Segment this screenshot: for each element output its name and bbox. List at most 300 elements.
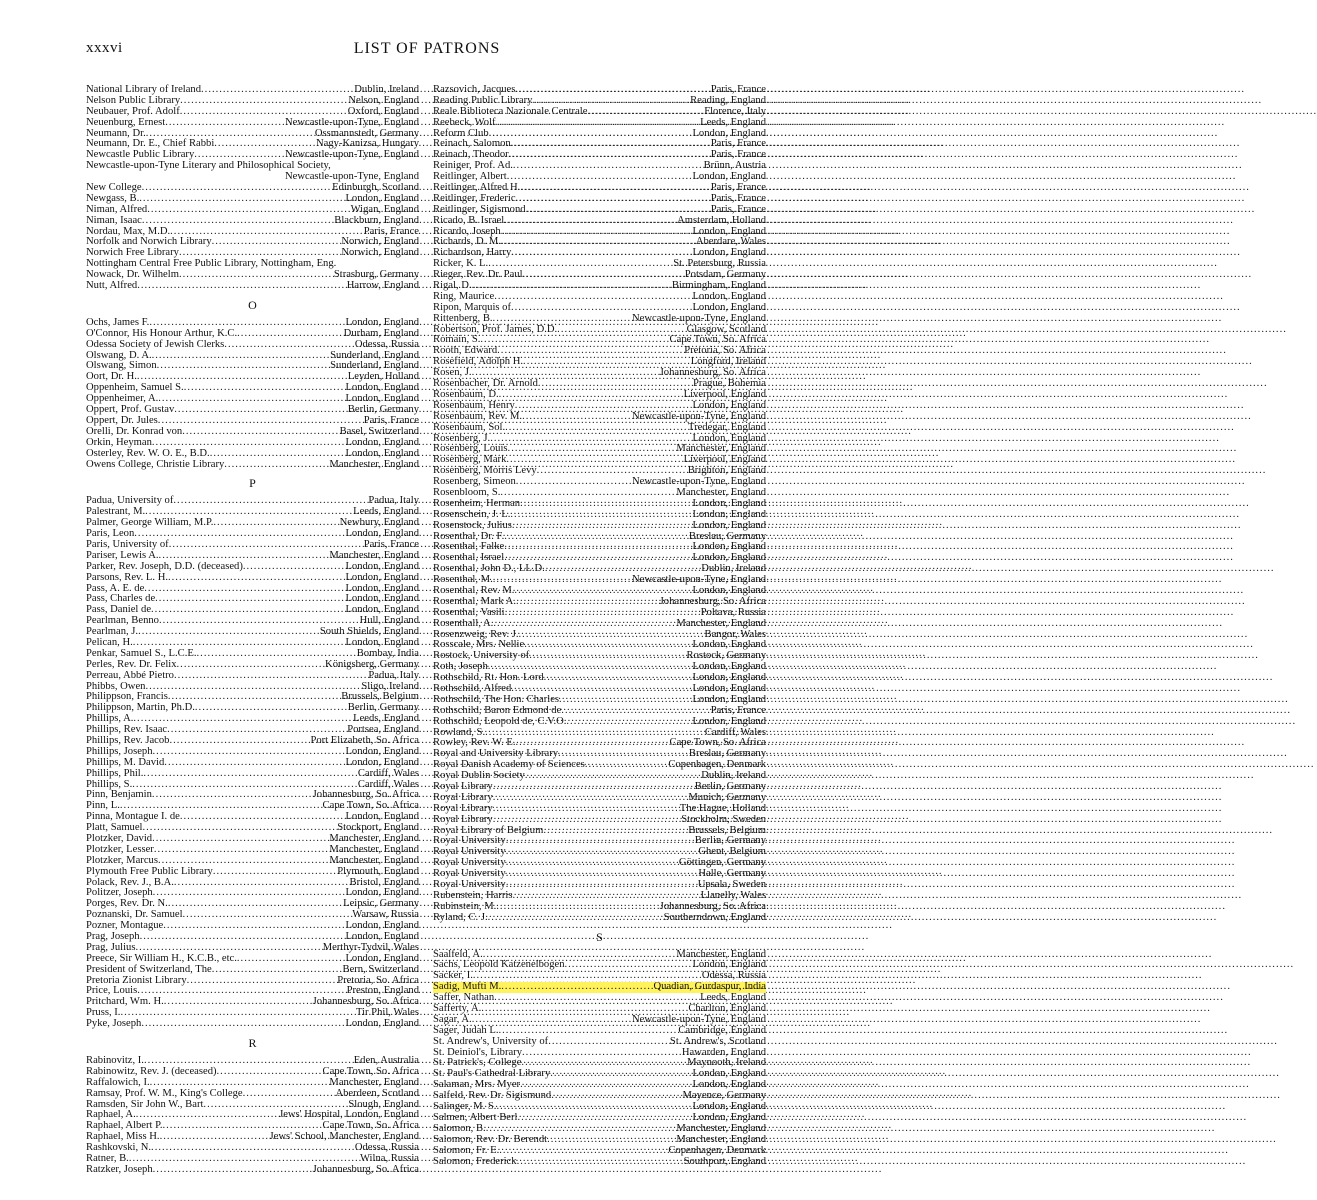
patron-name: Newgass, B. — [86, 192, 140, 204]
patron-name: Raphael, A. — [86, 1109, 136, 1121]
patron-name: Salmen, Albert Berl — [433, 1111, 518, 1123]
patron-place: Newcastle-upon-Tyne, England — [632, 574, 766, 586]
patron-name: Salomon, Rev. Dr. Berendt — [433, 1133, 548, 1145]
patron-place: Paris, France — [710, 138, 766, 150]
patron-name: Pass, A. E. de — [86, 582, 145, 594]
patron-name: Rieger, Rev. Dr. Paul — [433, 269, 523, 281]
patron-name: Prag, Joseph — [86, 931, 140, 943]
patron-place: Florence, Italy — [704, 105, 766, 117]
patron-entry — [433, 521, 766, 532]
patron-name: Pearlman, J. — [86, 626, 139, 638]
patron-place: Port Elizabeth, So. Africa — [310, 734, 419, 746]
patron-name: Rosscale, Mrs. Nellie — [433, 639, 525, 651]
patron-place: London, England — [345, 447, 419, 459]
patron-name: Pyke, Joseph — [86, 1018, 142, 1030]
patron-name: Phillips, Phil. — [86, 767, 144, 779]
patron-name: Royal Dublin Society — [433, 770, 525, 782]
patron-name: Ramsden, Sir John W., Bart — [86, 1098, 204, 1110]
patron-place: London, England — [692, 541, 766, 553]
patron-name: Rosenthal, John D., LL.D. — [433, 563, 545, 575]
patron-name: Rothschild, Baron Edmond de — [433, 704, 562, 716]
patron-name: Paris, University of — [86, 538, 169, 550]
patron-name: Ripon, Marquis of — [433, 301, 511, 313]
patron-entry — [433, 118, 766, 129]
patron-name: Rothschild, Rt. Hon. Lord — [433, 672, 544, 684]
patron-name: Prag, Julius — [86, 941, 136, 953]
patron-name: Rowley, Rev. W. E. — [433, 737, 516, 749]
patron-place: Berlin, Germany — [694, 781, 766, 792]
patron-entry — [86, 562, 419, 573]
patron-name: Royal University — [433, 846, 506, 858]
patron-place: Newcastle-upon-Tyne, England — [632, 1013, 766, 1025]
leader-dots — [174, 671, 368, 682]
patron-name: Rosenbaum, Rev. M. — [433, 410, 523, 422]
patron-entry — [86, 118, 419, 129]
patron-name: Plymouth Free Public Library — [86, 865, 213, 877]
patron-name: Royal University — [433, 857, 506, 869]
patron-place: Leeds, England — [353, 713, 419, 725]
patron-name: Saffer, Nathan — [433, 992, 495, 1004]
patron-place: Manchester, England — [676, 617, 766, 629]
patron-entry — [86, 281, 419, 292]
patron-name: Richardson, Harry — [433, 247, 512, 259]
patron-place: South Shields, England — [319, 626, 419, 638]
patron-place: Manchester, England — [329, 843, 419, 855]
leader-dots — [137, 281, 347, 292]
patron-name: Orelli, Dr. Konrad von — [86, 425, 183, 437]
patron-name: Porges, Rev. Dr. N. — [86, 898, 168, 910]
page-header — [0, 40, 854, 70]
patron-place: Cardiff, Wales — [357, 778, 419, 790]
patron-place: London, England — [345, 636, 419, 648]
patron-name: Rosenthal, Dr. F. — [433, 530, 505, 542]
patron-entry — [433, 423, 766, 434]
patron-place: Cape Town, So. Africa — [669, 334, 766, 346]
patron-place: Basel, Switzerland — [339, 425, 419, 437]
patron-name: Reform Club — [433, 127, 489, 139]
patron-name: Palmer, George William, M.P. — [86, 517, 214, 529]
patron-name: Phillips, M. David — [86, 756, 165, 768]
patron-name: Oppert, Prof. Gustav — [86, 404, 175, 416]
patron-place: London, England — [345, 316, 419, 328]
patron-name: Neumann, Dr. — [86, 127, 146, 139]
patron-name: St. Andrew's, University of — [433, 1035, 549, 1047]
patron-name: Ricardo, Joseph — [433, 225, 501, 237]
patron-place: Königsberg, Germany — [325, 658, 419, 670]
patron-place: Glasgow, Scotland — [686, 323, 766, 335]
patron-name: Pelican, H. — [86, 636, 133, 648]
patron-name: Sagar, A. — [433, 1013, 472, 1025]
leader-dots — [141, 1019, 345, 1030]
patron-place: London, England — [345, 560, 419, 572]
patron-place: London, England — [692, 225, 766, 237]
patron-entry — [433, 216, 766, 227]
patron-place: Johannesburg, So. Africa — [659, 900, 766, 912]
patron-name: Saalfeld, A. — [433, 948, 483, 960]
patron-place: Johannesburg, So. Africa — [312, 1163, 419, 1175]
patron-place: The Hague, Holland — [679, 802, 766, 814]
patron-place: London, England — [345, 931, 419, 943]
patron-name: Oppenheim, Samuel S. — [86, 382, 184, 394]
patron-place: Berlin, Germany — [347, 702, 419, 714]
patron-place: Manchester, England — [329, 854, 419, 866]
patron-place: Manchester, England — [329, 833, 419, 844]
patron-place: Paris, France — [710, 84, 766, 95]
patron-place: Quadian, Gurdaspur, India — [653, 981, 766, 993]
patron-place: London, England — [345, 528, 419, 540]
patron-name: Rosenbloom, S. — [433, 486, 501, 498]
patron-place: Prague, Bohemia — [693, 378, 766, 390]
patron-entry — [433, 412, 766, 423]
patron-entry — [433, 1157, 766, 1168]
patron-name: Sadig, Mufti M. — [433, 981, 502, 993]
patron-place: London, England — [345, 436, 419, 448]
patron-place: Ossmannstedt, Germany — [314, 127, 419, 139]
patron-place: Strasburg, Germany — [333, 269, 419, 281]
patron-place: Jews' School, Manchester, England — [269, 1131, 419, 1143]
patron-place: London, England — [692, 432, 766, 444]
leader-dots — [517, 1157, 684, 1168]
patron-place: Paris, France — [710, 182, 766, 194]
patron-name: Phillips, A. — [86, 713, 134, 725]
patron-place: Paris, France — [710, 203, 766, 215]
patron-place: Nelson, England — [348, 94, 419, 106]
patron-place: Norwich, England — [341, 247, 419, 259]
patron-name: Plotzker, Lesser — [86, 843, 154, 855]
left-column — [86, 85, 419, 1176]
leader-dots — [152, 438, 346, 449]
patron-place: Wigan, England — [350, 203, 419, 215]
patron-name: President of Switzerland, The — [86, 963, 212, 975]
patron-name: Pinn, L. — [86, 800, 120, 812]
patron-name: Perles, Rev. Dr. Felix — [86, 658, 177, 670]
patron-name: Nelson Public Library — [86, 94, 181, 106]
patron-name: Rosenbaum, Sol. — [433, 421, 506, 433]
patron-name: Rothschild, Leopold de, C.V.O. — [433, 715, 567, 727]
patron-name: Royal and University Library — [433, 748, 559, 760]
patron-place: Jews' Hospital, London, England — [279, 1109, 419, 1121]
patron-place: London, England — [692, 399, 766, 411]
patron-entry — [86, 867, 419, 878]
patron-place: Tir Phil, Wales — [355, 1007, 419, 1019]
patron-name: Rubenstein, Harris — [433, 889, 513, 901]
patron-entry — [86, 449, 419, 460]
patron-name: Reinach, Salomon — [433, 138, 511, 150]
leader-dots — [493, 619, 676, 630]
patron-name: Olswang, D. A. — [86, 349, 152, 361]
leader-dots — [496, 118, 701, 129]
patron-place: Dublin, Ireland — [701, 563, 766, 575]
patron-entry — [433, 1037, 766, 1048]
patron-entry — [433, 913, 766, 924]
patron-name: Rosenberg, Mark — [433, 454, 507, 466]
patron-place: Cape Town, So. Africa — [322, 1120, 419, 1132]
patron-place: Preston, England — [346, 985, 419, 997]
patron-name: Royal Library — [433, 791, 493, 803]
patron-name: Rosenthal, Rev. M. — [433, 584, 515, 596]
patron-name: Rowland, S. — [433, 726, 486, 738]
patron-name: Reitlinger, Alfred H. — [433, 182, 521, 194]
patron-entry — [433, 510, 766, 521]
patron-place: Berlin, Germany — [694, 835, 766, 847]
patron-place: Amsterdam, Holland — [677, 214, 766, 226]
patron-name: Niman, Isaac — [86, 214, 142, 226]
patron-place: Paris, France — [710, 704, 766, 716]
patron-place: London, England — [692, 1068, 766, 1080]
patron-place: London, England — [692, 693, 766, 705]
patron-place: Portsea, England — [347, 724, 419, 736]
patron-name: Preece, Sir William H., K.C.B., etc. — [86, 952, 237, 964]
patron-name: St. Deiniol's, Library — [433, 1046, 523, 1058]
patron-place: London, England — [692, 639, 766, 651]
patron-name: New College — [86, 182, 142, 194]
patron-name: Niman, Alfred — [86, 203, 148, 215]
patron-name: Rosenstock, Julius — [433, 519, 512, 531]
patron-name: Phibbs, Owen — [86, 680, 146, 692]
patron-name: Polack, Rev. J., B.A. — [86, 876, 174, 888]
patron-place: Odessa, Russia — [354, 338, 419, 350]
patron-entry — [433, 1146, 766, 1157]
patron-name: Norwich Free Library — [86, 247, 179, 259]
patron-place: London, England — [692, 247, 766, 259]
patron-name: Nutt, Alfred — [86, 280, 138, 292]
patron-name: Padua, University of — [86, 495, 174, 507]
patron-place: Cambridge, England — [678, 1024, 766, 1036]
patron-place: Manchester, England — [676, 1122, 766, 1134]
patron-place: Paris, France — [710, 192, 766, 204]
leader-dots — [548, 1037, 670, 1048]
patron-place-continued: Newcastle-upon-Tyne, England — [285, 171, 419, 183]
leader-dots — [522, 412, 632, 423]
patron-place: Hawarden, England — [681, 1046, 766, 1058]
patron-place: Eden, Australia — [353, 1055, 419, 1067]
patron-name: Rosenzweig, Rev. J. — [433, 628, 519, 640]
patron-place: London, England — [692, 959, 766, 971]
leader-dots — [153, 1165, 313, 1176]
patron-place: Cape Town, So. Africa — [322, 800, 419, 812]
leader-dots — [547, 1135, 676, 1146]
patron-name: Newcastle Public Library — [86, 149, 195, 161]
patron-place: Maynooth, Ireland — [687, 1057, 766, 1069]
patron-name: Royal Danish Academy of Sciences — [433, 759, 585, 771]
section-letter: S — [596, 929, 603, 944]
patron-place: Manchester, England — [329, 549, 419, 561]
patron-name: Penkar, Samuel S., L.C.E. — [86, 647, 197, 659]
patron-name: Price, Louis — [86, 985, 138, 997]
patron-place: Ghent, Belgium — [698, 846, 766, 858]
patron-name: Pariser, Lewis A. — [86, 549, 159, 561]
patron-place: Brussels, Belgium — [341, 691, 419, 703]
patron-place: Brussels, Belgium — [688, 824, 766, 836]
patron-entry — [86, 1019, 419, 1030]
patron-name: Royal Library — [433, 781, 493, 792]
patron-place: London, England — [345, 756, 419, 768]
patron-name: Rostock, University of — [433, 650, 530, 662]
leader-dots — [510, 510, 692, 521]
patron-entry — [86, 965, 419, 976]
patron-place: Edinburgh, Scotland — [332, 182, 419, 194]
patron-place: London, England — [345, 887, 419, 899]
patron-name: Salomon, Fr. E. — [433, 1144, 500, 1156]
patron-place: Padua, Italy — [368, 669, 419, 681]
patron-name: Nottingham Central Free Public Library, Nottingham, Eng. — [86, 258, 337, 270]
patron-name: Rosenberg, Louis — [433, 443, 508, 455]
patron-name: Pass, Charles de — [86, 593, 156, 605]
patron-name: Rothschild, The Hon. Charles — [433, 693, 560, 705]
patron-place: Warsaw, Russia — [352, 909, 419, 921]
patron-name: Rosenbaum, Henry — [433, 399, 515, 411]
patron-name: St. Patrick's, College — [433, 1057, 522, 1069]
patron-name: Rosenschein, J. L. — [433, 508, 511, 520]
patron-name: Neumann, Dr. E., Chief Rabbi — [86, 138, 215, 150]
patron-name: Rothschild, Alfred — [433, 682, 512, 694]
patron-name: Phillips, Rev. Jacob — [86, 734, 170, 746]
patron-place: Mayence, Germany — [682, 1090, 766, 1102]
patron-entry — [86, 340, 419, 351]
patron-name: Reinach, Theodor — [433, 149, 509, 161]
patron-name: Rosenbaum, D. — [433, 388, 499, 400]
patron-entry — [433, 619, 766, 630]
patron-name: Royal University — [433, 835, 506, 847]
leader-dots — [493, 815, 682, 826]
patron-name: Safferty, A. — [433, 1003, 482, 1015]
patron-place: Leyden, Holland — [347, 371, 419, 383]
patron-entry — [433, 717, 766, 728]
patron-place: Merthyr-Tydvil, Wales — [322, 941, 419, 953]
leader-dots — [165, 118, 285, 129]
patron-place: Paris, France — [363, 538, 419, 550]
patron-place: Breslau, Germany — [688, 530, 766, 542]
patron-place: Upsala, Sweden — [697, 879, 766, 891]
patron-name: Ratner, B. — [86, 1153, 129, 1165]
patron-place: Newbury, England — [339, 517, 419, 529]
leader-dots — [493, 314, 632, 325]
patron-place: Manchester, England — [676, 486, 766, 498]
patron-place: London, England — [692, 127, 766, 139]
patron-name: Ratzker, Joseph — [86, 1163, 153, 1175]
patron-name: Phillips, Joseph — [86, 745, 153, 757]
page-title: LIST OF PATRONS — [353, 40, 501, 57]
patron-name: Pinn, Benjamin — [86, 789, 152, 801]
patron-name: Rosenthall, A. — [433, 617, 494, 629]
patron-name: Odessa Society of Jewish Clerks — [86, 338, 225, 350]
patron-entry — [86, 460, 419, 471]
patron-name: Raphael, Albert P. — [86, 1120, 163, 1132]
patron-place: London, England — [345, 582, 419, 594]
patron-place: London, England — [692, 497, 766, 509]
patron-place: London, England — [692, 519, 766, 531]
patron-place: Berlin, Germany — [347, 404, 419, 416]
patron-name: Rosenthal, Mark A. — [433, 595, 516, 607]
patron-name: Rosenthal, M. — [433, 574, 493, 586]
patron-place: London, England — [345, 604, 419, 616]
patron-name: Raffalowich, I. — [86, 1076, 150, 1088]
patron-name: Pinna, Montague I. de — [86, 811, 180, 823]
patron-place: Munich, Germany — [688, 791, 766, 803]
patron-name: Salinger, M. S. — [433, 1101, 497, 1113]
patron-place: London, England — [345, 952, 419, 964]
patron-place: Sunderland, England — [330, 360, 419, 372]
patron-place: Dublin, Ireland — [354, 84, 419, 95]
patron-place: Johannesburg, So. Africa — [312, 789, 419, 801]
patron-name: Ricado, B. Israel — [433, 214, 505, 226]
patron-name: Poznanski, Dr. Samuel — [86, 909, 183, 921]
patron-name: Olswang, Simon — [86, 360, 157, 372]
patron-place: London, England — [692, 1101, 766, 1113]
patron-place: Brighton, England — [687, 465, 766, 477]
patron-place: Hull, England — [359, 615, 419, 627]
section-letter: P — [249, 476, 256, 491]
patron-place: Cardiff, Wales — [357, 767, 419, 779]
leader-dots — [512, 521, 693, 532]
patron-name: Ryland, C. J. — [433, 911, 488, 923]
patron-entry — [433, 314, 766, 325]
patron-name: Rosenbacher, Dr. Arnold — [433, 378, 538, 390]
leader-dots — [504, 216, 677, 227]
patron-name: Reale Biblioteca Nazionale Centrale — [433, 105, 588, 117]
patron-name: Rigal, D. — [433, 280, 472, 292]
patron-place: Manchester, England — [329, 1076, 419, 1088]
patron-name: Rubinstein, M. — [433, 900, 497, 912]
patron-place: London, England — [692, 661, 766, 673]
patron-place: Cardiff, Wales — [704, 726, 766, 738]
patron-name: Rosenthal, Falke — [433, 541, 505, 553]
patron-place: Liverpool, England — [683, 388, 766, 400]
patron-place: London, England — [692, 290, 766, 302]
patron-name: Pritchard, Wm. H. — [86, 996, 164, 1008]
patron-name: Orkin, Heyman — [86, 436, 152, 448]
patron-place: London, England — [345, 811, 419, 823]
right-column — [433, 85, 766, 1167]
patron-name: O'Connor, His Honour Arthur, K.C. — [86, 327, 238, 339]
patron-name: Royal Library — [433, 802, 493, 814]
patron-name: Ricker, K. L. — [433, 258, 489, 270]
patron-place: Bern, Switzerland — [342, 963, 419, 975]
patron-name: Salomon, B. — [433, 1122, 486, 1134]
leader-dots — [488, 913, 664, 924]
patron-name: Pozner, Montague — [86, 920, 164, 932]
patron-name: Pretoria Zionist Library — [86, 974, 187, 986]
patron-place: Aberdare, Wales — [695, 236, 766, 248]
patron-name: Royal Library — [433, 813, 493, 825]
leader-dots — [210, 449, 346, 460]
patron-place: Breslau, Germany — [688, 748, 766, 760]
patron-place: Bristol, England — [349, 876, 419, 888]
patron-name: Salomon, Frederick — [433, 1155, 517, 1167]
patron-name: Royal University — [433, 879, 506, 891]
patron-name: Palestrant, M. — [86, 506, 146, 518]
patron-name: Royal Library of Belgium — [433, 824, 544, 836]
patron-place: Durham, England — [343, 327, 419, 339]
patron-name: Nordau, Max, M.D. — [86, 225, 171, 237]
patron-place: Plymouth, England — [337, 865, 419, 877]
leader-dots — [566, 717, 692, 728]
leader-dots — [224, 340, 355, 351]
patron-place: Manchester, England — [329, 458, 419, 470]
patron-name: National Library of Ireland — [86, 84, 202, 95]
patron-name: Rosenberg, Simeon — [433, 476, 516, 488]
patron-name: Nowack, Dr. Wilhelm — [86, 269, 179, 281]
patron-place: London, England — [692, 508, 766, 520]
patron-name: Roth, Joseph — [433, 661, 488, 673]
patron-place: Slough, England — [348, 1098, 419, 1110]
patron-name: Raphael, Miss H. — [86, 1131, 160, 1143]
leader-dots — [499, 1146, 668, 1157]
patron-name: Oort, Dr. H. — [86, 371, 137, 383]
patron-place: Sunderland, England — [330, 349, 419, 361]
patron-place: Aberdeen, Scotland — [335, 1087, 419, 1099]
patron-place: Harrow, England — [346, 280, 419, 292]
